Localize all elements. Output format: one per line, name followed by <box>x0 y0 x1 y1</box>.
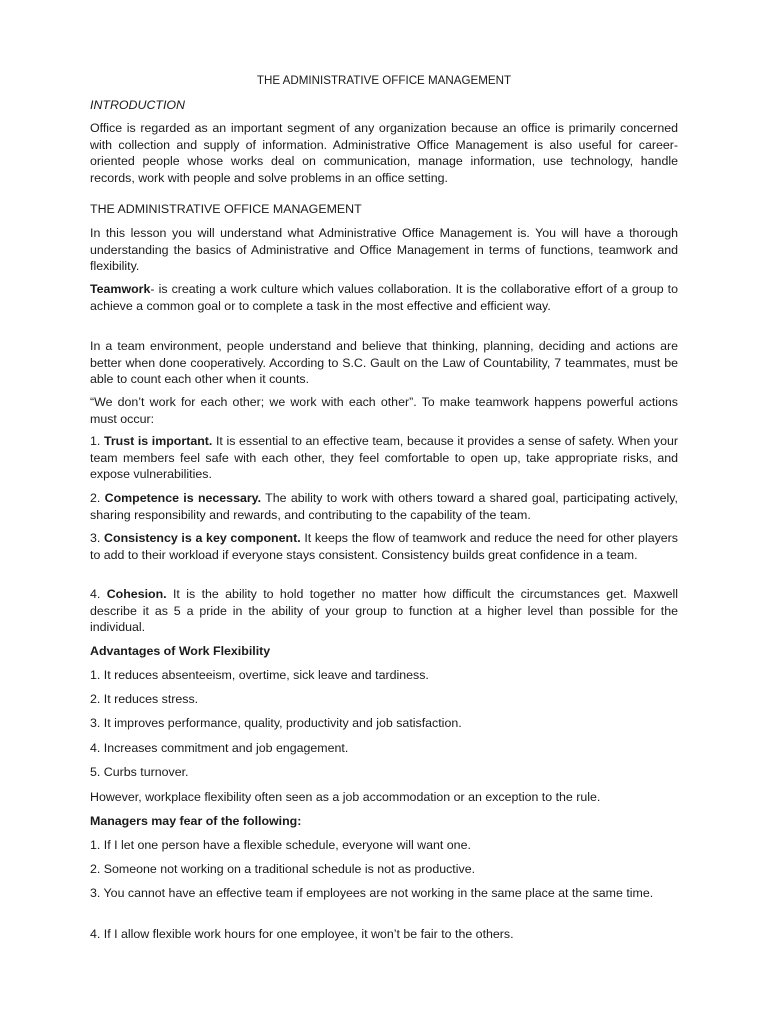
advantage-item: 3. It improves performance, quality, productivity and job satisfaction. <box>90 716 462 730</box>
advantage-item: 2. It reduces stress. <box>90 692 199 706</box>
advantage-item: 5. Curbs turnover. <box>90 765 189 779</box>
quote-text: “We don’t work for each other; we work with each other”. To make teamwork happens powerful actions must occur: <box>90 395 678 426</box>
however-paragraph: However, workplace flexibility often seen as a job accommodation or an exception to the rule. <box>90 790 601 804</box>
point-competence <box>90 490 678 523</box>
intro-text: Office is regarded as an important segment of any organization because an office is primarily concerned with collection and supply of information. Administrative Office Management is also useful for career-oriented people whose works deal on communication, manage information, use technology, handle records, work with people and solve problems in an office setting. <box>90 121 678 185</box>
advantages-heading: Advantages of Work Flexibility <box>90 644 271 658</box>
teamwork-definition: - is creating a work culture which values collaboration. It is the collaborative effort of a group to achieve a common goal or to complete a task in the most effective and efficient way. <box>90 282 678 313</box>
point-text: It is essential to an effective team, because it provides a sense of safety. When your team members feel safe with each other, they feel comfortable to open up, take appropriate risks, and expose vulnerabilities. <box>90 434 678 482</box>
team-environment-text: In a team environment, people understand and believe that thinking, planning, deciding and actions are better when done cooperatively. According to S.C. Gault on the Law of Countability, 7 teammates, must be able to count each other when it counts. <box>90 339 678 387</box>
fear-item: 2. Someone not working on a traditional schedule is not as productive. <box>90 862 476 876</box>
advantage-item: 1. It reduces absenteeism, overtime, sick leave and tardiness. <box>90 668 429 682</box>
advantage-item: 4. Increases commitment and job engagement. <box>90 741 349 755</box>
point-text: The ability to work with others toward a shared goal, participating actively, sharing responsibility and rewards, and contributing to the capability of the team. <box>90 491 678 522</box>
point-trust <box>90 433 678 483</box>
point-cohesion <box>90 586 678 636</box>
section-heading: THE ADMINISTRATIVE OFFICE MANAGEMENT <box>90 202 362 216</box>
point-text: It is the ability to hold together no matter how difficult the circumstances get. Maxwell describe it as 5 a pride in the ability of your group to function at a higher level than possible for the individual. <box>90 587 678 635</box>
point-term: Competence is necessary. <box>104 491 262 505</box>
teamwork-term: Teamwork <box>90 282 151 296</box>
point-number: 3. <box>90 531 105 545</box>
point-consistency <box>90 530 678 563</box>
point-term: Consistency is a key component. <box>104 531 301 545</box>
point-term: Cohesion. <box>106 587 167 601</box>
point-number: 1. <box>90 434 104 448</box>
point-number: 2. <box>90 491 105 505</box>
page-title: THE ADMINISTRATIVE OFFICE MANAGEMENT <box>256 74 512 87</box>
point-number: 4. <box>90 587 107 601</box>
team-environment-paragraph <box>90 338 678 388</box>
fear-item: 4. If I allow flexible work hours for one employee, it won’t be fair to the others. <box>90 927 514 941</box>
lesson-paragraph <box>90 225 678 275</box>
teamwork-paragraph <box>90 281 678 314</box>
intro-paragraph <box>90 120 678 186</box>
fear-item: 1. If I let one person have a flexible schedule, everyone will want one. <box>90 838 471 852</box>
managers-heading: Managers may fear of the following: <box>90 814 302 828</box>
point-term: Trust is important. <box>103 434 213 448</box>
quote-paragraph <box>90 394 678 427</box>
intro-heading: INTRODUCTION <box>90 98 185 112</box>
lesson-text: In this lesson you will understand what Administrative Office Management is. You will have a thorough understanding the basics of Administrative and Office Management in terms of functions, teamwork and flexibility. <box>90 226 678 274</box>
point-text: It keeps the flow of teamwork and reduce the need for other players to add to their workload if everyone stays consistent. Consistency builds great confidence in a team. <box>90 531 678 562</box>
fear-item: 3. You cannot have an effective team if employees are not working in the same place at the same time. <box>90 886 654 900</box>
